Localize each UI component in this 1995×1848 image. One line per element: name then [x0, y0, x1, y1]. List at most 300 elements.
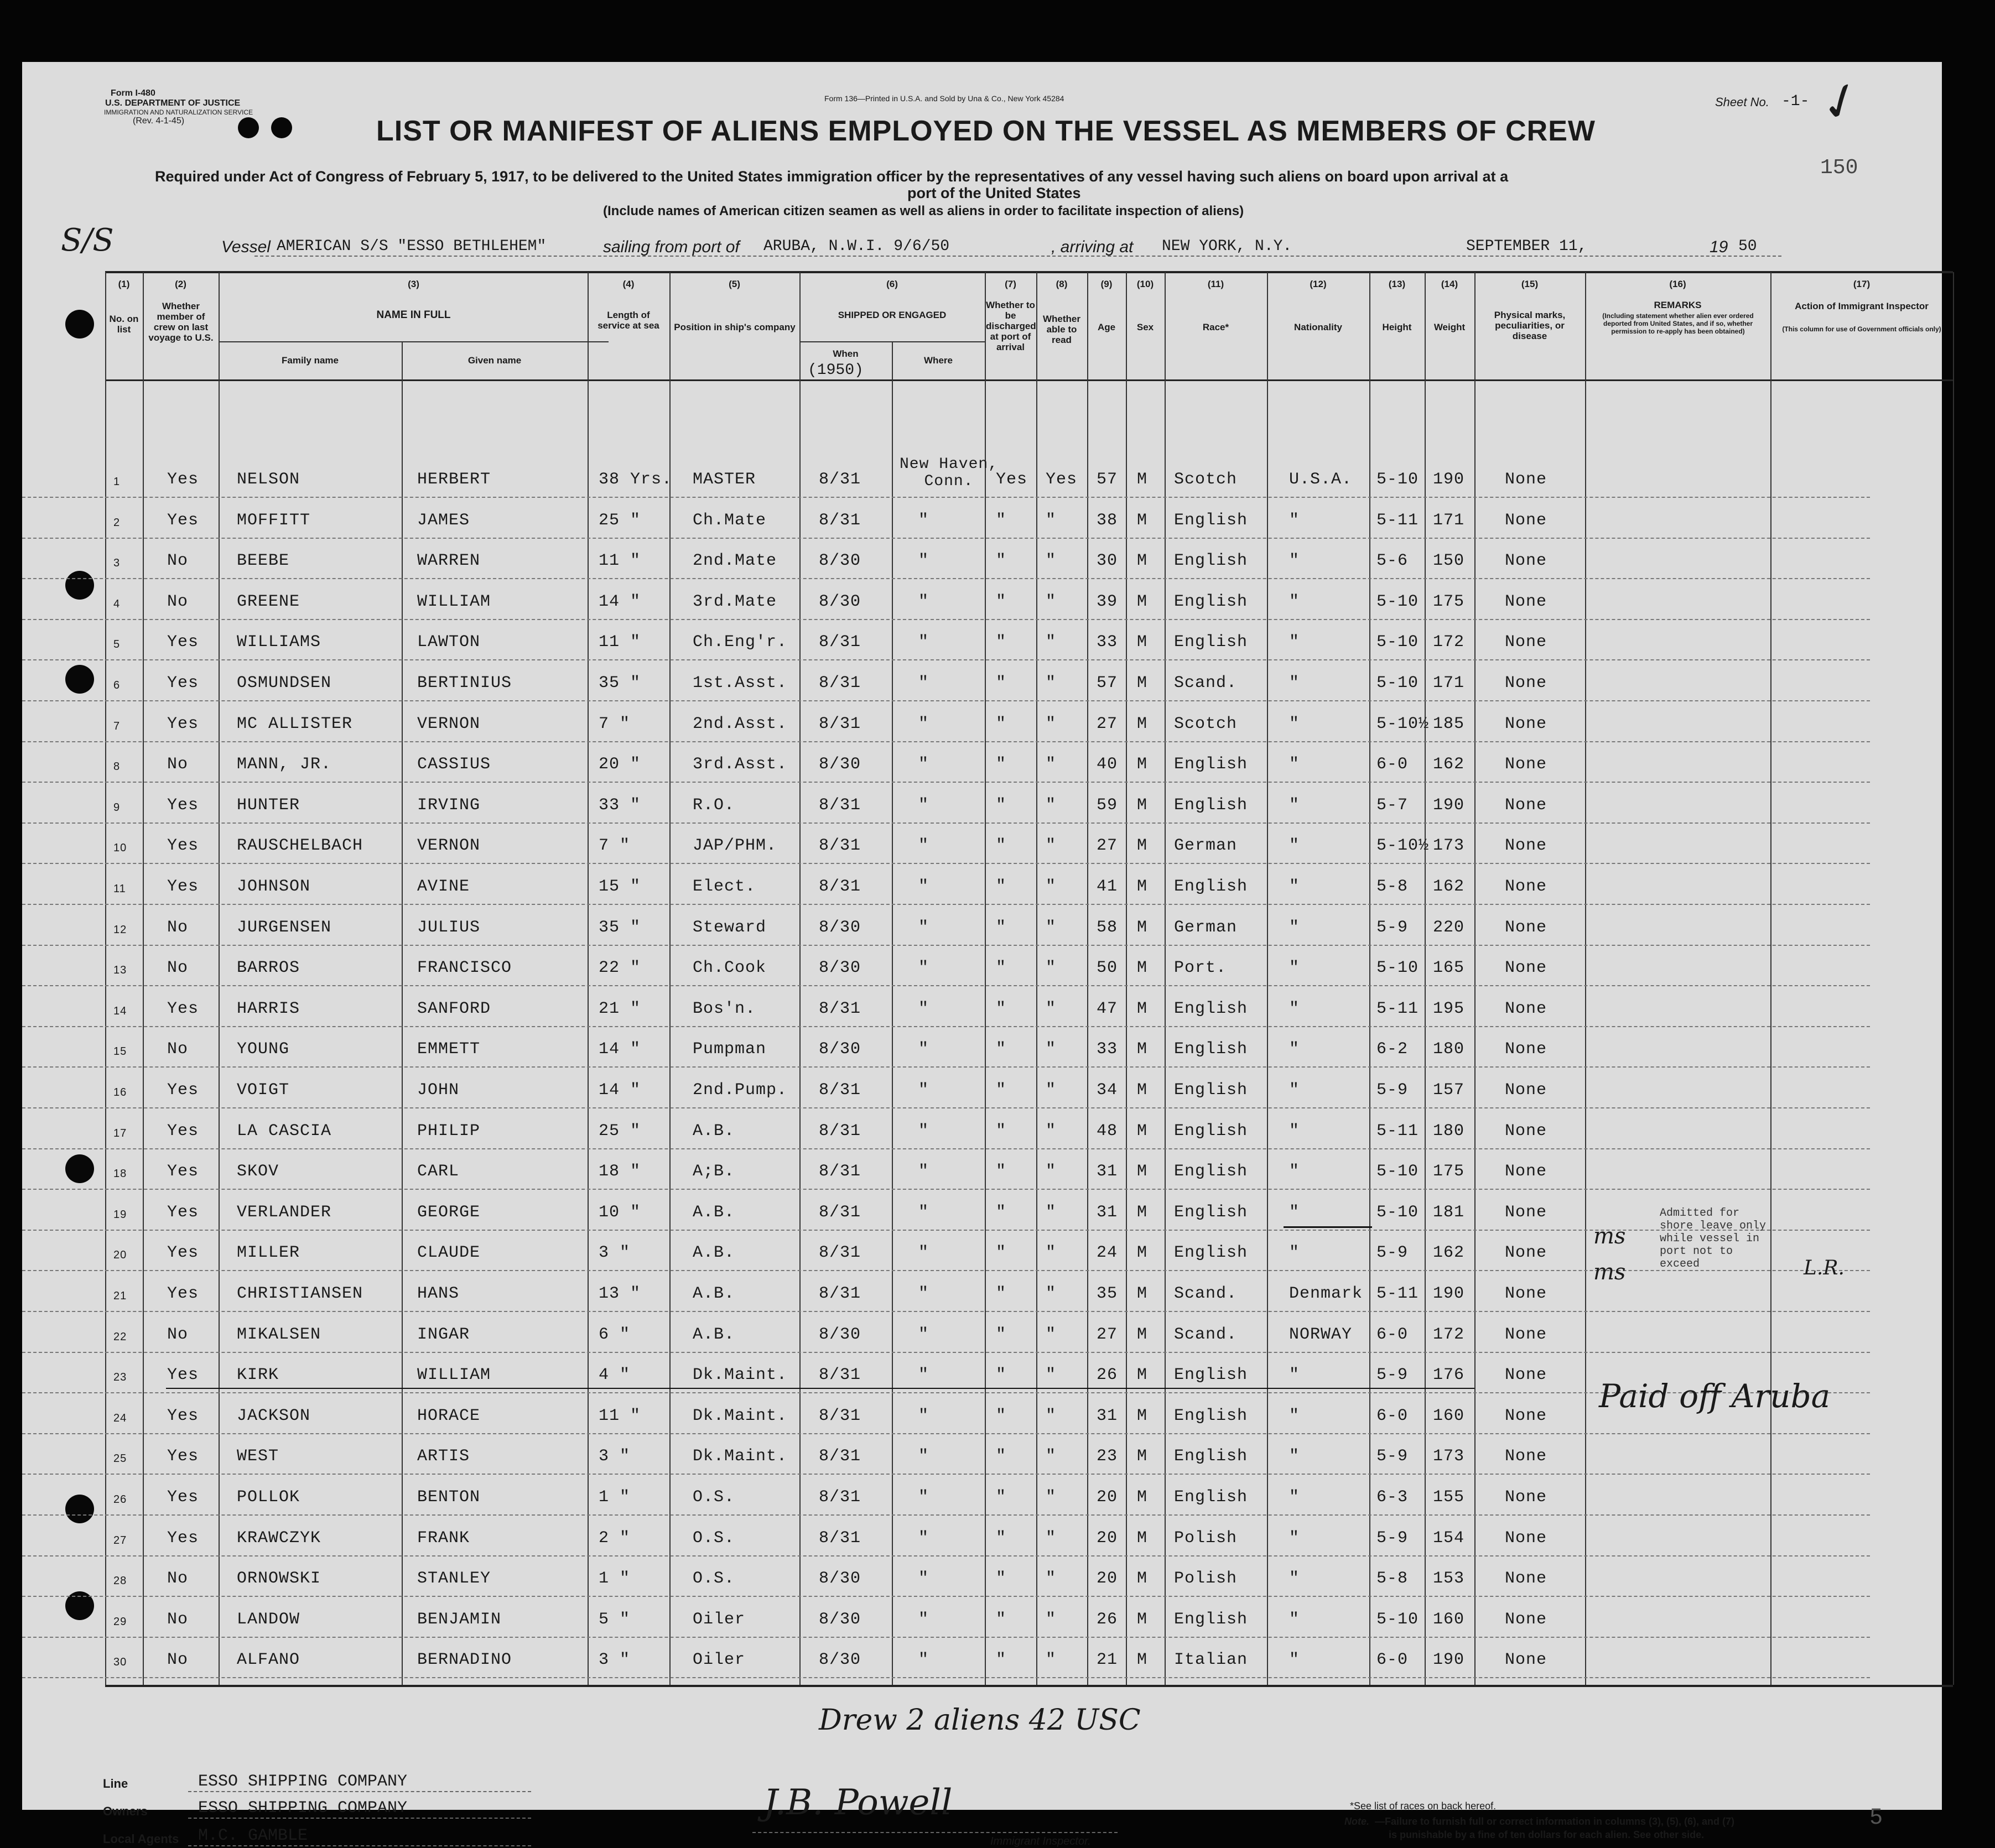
nationality: " — [1289, 1447, 1300, 1466]
height: 5-10 — [1376, 633, 1419, 652]
height: 5-11 — [1376, 1121, 1419, 1141]
discharged: " — [996, 1406, 1007, 1425]
family-name: OSMUNDSEN — [237, 674, 332, 693]
last-voyage: Yes — [167, 999, 199, 1018]
sex: M — [1137, 1040, 1148, 1059]
family-name: POLLOK — [237, 1488, 300, 1507]
table-row — [22, 1229, 1870, 1271]
weight: 150 — [1433, 551, 1465, 571]
able-to-read: " — [1046, 674, 1057, 693]
weight: 172 — [1433, 1325, 1465, 1344]
able-to-read: " — [1046, 836, 1057, 856]
able-to-read: " — [1046, 999, 1057, 1018]
able-to-read: " — [1046, 1651, 1057, 1670]
column-header-read: Whether able to read — [1043, 314, 1080, 345]
given-name: LAWTON — [417, 633, 481, 652]
remarks-subnote: (Including statement whether alien ever ordered deported from United States, and if so, whether permission to re-apply has been obtained) — [1602, 312, 1754, 335]
last-voyage: No — [167, 1040, 189, 1059]
column-header-height: Height — [1382, 322, 1412, 332]
service-length: 4 " — [599, 1366, 631, 1385]
sex: M — [1137, 551, 1148, 571]
discharged: " — [996, 1202, 1007, 1222]
row-25-strike — [166, 1388, 1474, 1389]
physical-marks: None — [1505, 1366, 1547, 1385]
column-header-last-voyage: Whether member of crew on last voyage to U.S. — [148, 301, 214, 343]
physical-marks: None — [1505, 633, 1547, 652]
manifest-sheet — [22, 62, 1942, 1847]
physical-marks: None — [1505, 795, 1547, 815]
family-name: RAUSCHELBACH — [237, 836, 363, 856]
height: 5-9 — [1376, 1081, 1409, 1100]
action-subnote: (This column for use of Government officials only) — [1782, 325, 1941, 333]
shipped-where: New Haven, Conn. — [899, 456, 999, 490]
service-length: 10 " — [599, 1202, 641, 1222]
discharged: " — [996, 1162, 1007, 1181]
row-number: 2 — [113, 516, 121, 529]
physical-marks: None — [1505, 674, 1547, 693]
weight: 181 — [1433, 1202, 1465, 1222]
able-to-read: " — [1046, 877, 1057, 896]
shipped-when: 8/31 — [819, 1202, 861, 1222]
punch-hole-icon — [65, 310, 94, 339]
shipped-where: " — [918, 551, 929, 571]
row-number: 27 — [113, 1534, 127, 1547]
able-to-read: " — [1046, 1284, 1057, 1303]
check-mark-icon: ✓ — [1811, 67, 1871, 137]
service-length: 33 " — [599, 795, 641, 815]
sex: M — [1137, 1284, 1148, 1303]
race: English — [1174, 551, 1248, 571]
form-number: Form I-480 — [111, 89, 155, 98]
weight: 162 — [1433, 877, 1465, 896]
column-header-when: When — [833, 348, 859, 359]
shipped-where: " — [918, 1243, 929, 1263]
discharged: " — [996, 1081, 1007, 1100]
column-header-no: No. on list — [109, 314, 139, 335]
row-number: 8 — [113, 761, 121, 773]
row-number: 24 — [113, 1412, 127, 1424]
service-length: 14 " — [599, 1040, 641, 1059]
punch-hole-icon — [271, 117, 292, 138]
discharged: " — [996, 918, 1007, 937]
shipped-where: " — [918, 714, 929, 733]
weight: 190 — [1433, 470, 1465, 489]
shipped-where: " — [918, 1366, 929, 1385]
race: Polish — [1174, 1528, 1238, 1548]
age: 47 — [1097, 999, 1118, 1018]
race: Scand. — [1174, 674, 1238, 693]
shipped-when: 8/31 — [819, 795, 861, 815]
shipped-when: 8/30 — [819, 918, 861, 937]
family-name: WILLIAMS — [237, 633, 321, 652]
shipped-when: 8/31 — [819, 1243, 861, 1263]
able-to-read: " — [1046, 795, 1057, 815]
family-name: MILLER — [237, 1243, 300, 1263]
service-length: 25 " — [599, 1121, 641, 1141]
service-length: 20 " — [599, 755, 641, 774]
discharged: " — [996, 959, 1007, 978]
sex: M — [1137, 918, 1148, 937]
shipped-where: " — [918, 1569, 929, 1589]
nationality-correction-strike — [1284, 1226, 1372, 1228]
weight: 171 — [1433, 511, 1465, 530]
shipped-when: 8/31 — [819, 674, 861, 693]
discharged: " — [996, 836, 1007, 856]
age: 20 — [1097, 1488, 1118, 1507]
column-number: (1) — [118, 279, 130, 289]
row-number: 11 — [113, 883, 126, 895]
physical-marks: None — [1505, 918, 1547, 937]
discharged: " — [996, 1121, 1007, 1141]
discharged: " — [996, 1366, 1007, 1385]
shipped-when: 8/30 — [819, 551, 861, 571]
given-name: ARTIS — [417, 1447, 470, 1466]
line-label: Line — [103, 1777, 128, 1790]
weight: 180 — [1433, 1121, 1465, 1141]
family-name: JACKSON — [237, 1406, 311, 1425]
physical-marks: None — [1505, 877, 1547, 896]
table-row — [22, 1433, 1870, 1475]
age: 24 — [1097, 1243, 1118, 1263]
sheet-label: Sheet No. — [1715, 95, 1769, 109]
nationality: " — [1289, 551, 1300, 571]
height: 6-3 — [1376, 1488, 1409, 1507]
physical-marks: None — [1505, 1040, 1547, 1059]
sex: M — [1137, 470, 1148, 489]
height: 5-9 — [1376, 1243, 1409, 1263]
arrival-date: SEPTEMBER 11, — [1466, 238, 1587, 255]
race: English — [1174, 1243, 1248, 1263]
table-row — [22, 578, 1870, 620]
given-name: INGAR — [417, 1325, 470, 1344]
column-number: (8) — [1056, 279, 1068, 289]
last-voyage: No — [167, 1610, 189, 1629]
row-number: 23 — [113, 1371, 127, 1384]
service-length: 13 " — [599, 1284, 641, 1303]
service-length: 2 " — [599, 1528, 631, 1548]
service-length: 14 " — [599, 1081, 641, 1100]
age: 40 — [1097, 755, 1118, 774]
shipped-where: " — [918, 836, 929, 856]
race: Scand. — [1174, 1284, 1238, 1303]
sex: M — [1137, 959, 1148, 978]
last-voyage: Yes — [167, 633, 199, 652]
age: 57 — [1097, 470, 1118, 489]
family-name: KIRK — [237, 1366, 279, 1385]
position: Steward — [693, 918, 767, 937]
row-number: 20 — [113, 1249, 127, 1262]
nationality: " — [1289, 918, 1300, 937]
last-voyage: Yes — [167, 1121, 199, 1141]
race: English — [1174, 1121, 1248, 1141]
table-row — [22, 1025, 1870, 1068]
footer-rule — [188, 1818, 531, 1819]
given-name: JULIUS — [417, 918, 481, 937]
discharged: " — [996, 714, 1007, 733]
able-to-read: " — [1046, 1162, 1057, 1181]
row-number: 17 — [113, 1127, 127, 1139]
given-name: VERNON — [417, 714, 481, 733]
height: 5-11 — [1376, 1284, 1419, 1303]
last-voyage: No — [167, 959, 189, 978]
shipped-where: " — [918, 1040, 929, 1059]
given-name: EMMETT — [417, 1040, 481, 1059]
family-name: VOIGT — [237, 1081, 290, 1100]
column-number: (12) — [1310, 279, 1327, 289]
shipped-when: 8/31 — [819, 1081, 861, 1100]
physical-marks: None — [1505, 470, 1547, 489]
sex: M — [1137, 714, 1148, 733]
shipped-where: " — [918, 1284, 929, 1303]
height: 5-11 — [1376, 999, 1419, 1018]
shipped-where: " — [918, 959, 929, 978]
height: 6-0 — [1376, 1406, 1409, 1425]
column-number: (2) — [175, 279, 186, 289]
last-voyage: Yes — [167, 511, 199, 530]
physical-marks: None — [1505, 755, 1547, 774]
row-number: 7 — [113, 720, 121, 732]
service-length: 35 " — [599, 674, 641, 693]
weight: 185 — [1433, 714, 1465, 733]
shipped-where: " — [918, 877, 929, 896]
given-name: WILLIAM — [417, 592, 491, 611]
given-name: AVINE — [417, 877, 470, 896]
physical-marks: None — [1505, 959, 1547, 978]
remark-initials: ms — [1593, 1259, 1626, 1285]
given-name: IRVING — [417, 795, 481, 815]
column-header-name: NAME IN FULL — [376, 309, 451, 321]
shipped-when: 8/31 — [819, 1162, 861, 1181]
age: 33 — [1097, 633, 1118, 652]
age: 39 — [1097, 592, 1118, 611]
table-row — [22, 497, 1870, 539]
discharged: " — [996, 1651, 1007, 1670]
given-name: BERTINIUS — [417, 674, 512, 693]
discharged: " — [996, 551, 1007, 571]
sex: M — [1137, 1162, 1148, 1181]
service-length: 1 " — [599, 1488, 631, 1507]
row-number: 25 — [113, 1453, 127, 1465]
physical-marks: None — [1505, 1569, 1547, 1589]
given-name: GEORGE — [417, 1202, 481, 1222]
physical-marks: None — [1505, 1488, 1547, 1507]
sex: M — [1137, 755, 1148, 774]
position: 3rd.Mate — [693, 592, 777, 611]
table-row — [22, 1270, 1870, 1312]
discharged: " — [996, 1447, 1007, 1466]
table-row — [22, 1107, 1870, 1149]
shipped-where: " — [918, 1121, 929, 1141]
shipped-when: 8/30 — [819, 592, 861, 611]
shipped-where: " — [918, 592, 929, 611]
column-header-action: Action of Immigrant Inspector — [1795, 301, 1929, 311]
physical-marks: None — [1505, 1081, 1547, 1100]
last-voyage: No — [167, 918, 189, 937]
subtitle-line-2: port of the United States — [907, 185, 1081, 201]
row-number: 1 — [113, 476, 121, 488]
last-voyage: No — [167, 551, 189, 571]
note-label: Note. — [1344, 1816, 1369, 1827]
race: English — [1174, 755, 1248, 774]
able-to-read: " — [1046, 1202, 1057, 1222]
family-name: LA CASCIA — [237, 1121, 332, 1141]
row-number: 5 — [113, 638, 121, 651]
family-name: BARROS — [237, 959, 300, 978]
sex: M — [1137, 592, 1148, 611]
nationality: " — [1289, 1243, 1300, 1263]
sex: M — [1137, 1406, 1148, 1425]
shipped-when: 8/30 — [819, 1325, 861, 1344]
age: 31 — [1097, 1162, 1118, 1181]
position: Ch.Cook — [693, 959, 767, 978]
discharged: " — [996, 999, 1007, 1018]
shipped-where: " — [918, 633, 929, 652]
printer-line: Form 136—Printed in U.S.A. and Sold by Una & Co., New York 45284 — [824, 94, 1064, 103]
physical-marks: None — [1505, 1447, 1547, 1466]
table-row — [22, 1189, 1870, 1231]
height: 5-9 — [1376, 918, 1409, 937]
discharged: " — [996, 1528, 1007, 1548]
shipped-when: 8/30 — [819, 1040, 861, 1059]
races-note: *See list of races on back hereof. — [1350, 1800, 1497, 1811]
position: Pumpman — [693, 1040, 767, 1059]
discharged: " — [996, 1610, 1007, 1629]
family-name: MANN, JR. — [237, 755, 332, 774]
discharged: " — [996, 1569, 1007, 1589]
nationality: " — [1289, 999, 1300, 1018]
position: A;B. — [693, 1162, 735, 1181]
table-row — [22, 700, 1870, 742]
age: 20 — [1097, 1528, 1118, 1548]
given-name: JAMES — [417, 511, 470, 530]
last-voyage: Yes — [167, 470, 199, 489]
able-to-read: " — [1046, 1528, 1057, 1548]
family-name: LANDOW — [237, 1610, 300, 1629]
race: Scand. — [1174, 1325, 1238, 1344]
table-row — [22, 863, 1870, 905]
row-number: 9 — [113, 801, 121, 814]
height: 5-10 — [1376, 674, 1419, 693]
age: 35 — [1097, 1284, 1118, 1303]
physical-marks: None — [1505, 1162, 1547, 1181]
family-name: MC ALLISTER — [237, 714, 353, 733]
last-voyage: Yes — [167, 1488, 199, 1507]
row-number: 30 — [113, 1656, 127, 1669]
height: 5-10 — [1376, 1610, 1419, 1629]
position: Dk.Maint. — [693, 1406, 788, 1425]
column-number: (13) — [1388, 279, 1406, 289]
position: Oiler — [693, 1610, 746, 1629]
service-length: 3 " — [599, 1651, 631, 1670]
race: English — [1174, 511, 1248, 530]
nationality: " — [1289, 1040, 1300, 1059]
position: A.B. — [693, 1284, 735, 1303]
given-name: VERNON — [417, 836, 481, 856]
able-to-read: " — [1046, 959, 1057, 978]
race: English — [1174, 1081, 1248, 1100]
column-header-physical-marks: Physical marks, peculiarities, or disease — [1494, 310, 1566, 341]
height: 5-8 — [1376, 1569, 1409, 1589]
discharged: " — [996, 511, 1007, 530]
weight: 160 — [1433, 1610, 1465, 1629]
sex: M — [1137, 1610, 1148, 1629]
race: German — [1174, 918, 1238, 937]
race: Port. — [1174, 959, 1227, 978]
shipped-where: " — [918, 674, 929, 693]
table-row — [22, 1148, 1870, 1190]
family-name: JOHNSON — [237, 877, 311, 896]
column-number: (11) — [1207, 279, 1224, 289]
row-number: 28 — [113, 1575, 127, 1587]
race: German — [1174, 836, 1238, 856]
weight: 162 — [1433, 1243, 1465, 1263]
age: 33 — [1097, 1040, 1118, 1059]
shipped-where: " — [918, 1406, 929, 1425]
sex: M — [1137, 1488, 1148, 1507]
age: 31 — [1097, 1202, 1118, 1222]
shipped-when: 8/30 — [819, 959, 861, 978]
shipped-where: " — [918, 1325, 929, 1344]
table-row — [22, 618, 1870, 660]
given-name: BENTON — [417, 1488, 481, 1507]
column-number: (9) — [1100, 279, 1113, 289]
sex: M — [1137, 1447, 1148, 1466]
service-length: 11 " — [599, 1406, 641, 1425]
age: 41 — [1097, 877, 1118, 896]
shipped-when: 8/31 — [819, 1284, 861, 1303]
height: 6-0 — [1376, 755, 1409, 774]
position: Dk.Maint. — [693, 1447, 788, 1466]
shipped-where: " — [918, 1447, 929, 1466]
given-name: PHILIP — [417, 1121, 481, 1141]
height: 5-10 — [1376, 470, 1419, 489]
nationality: " — [1289, 755, 1300, 774]
shipped-where: " — [918, 1081, 929, 1100]
shipped-where: " — [918, 511, 929, 530]
age: 57 — [1097, 674, 1118, 693]
weight: 157 — [1433, 1081, 1465, 1100]
able-to-read: Yes — [1046, 470, 1078, 489]
shipped-where: " — [918, 795, 929, 815]
service-length: 5 " — [599, 1610, 631, 1629]
service-length: 3 " — [599, 1447, 631, 1466]
family-name: SKOV — [237, 1162, 279, 1181]
weight: 173 — [1433, 1447, 1465, 1466]
last-voyage: Yes — [167, 1243, 199, 1263]
weight: 176 — [1433, 1366, 1465, 1385]
service-length: 7 " — [599, 714, 631, 733]
note-text-1: —Failure to furnish full or correct information in columns (3), (5), (6), and (7) — [1375, 1816, 1735, 1827]
shipped-when: 8/31 — [819, 1528, 861, 1548]
able-to-read: " — [1046, 1366, 1057, 1385]
age: 26 — [1097, 1610, 1118, 1629]
column-header-position: Position in ship's company — [674, 322, 796, 332]
sex: M — [1137, 1202, 1148, 1222]
nationality: " — [1289, 1651, 1300, 1670]
arriving-label: , arriving at — [1051, 238, 1134, 256]
race: English — [1174, 1366, 1248, 1385]
table-row — [22, 1636, 1870, 1678]
column-header-weight: Weight — [1433, 322, 1466, 332]
height: 5-8 — [1376, 877, 1409, 896]
physical-marks: None — [1505, 1243, 1547, 1263]
discharged: " — [996, 1488, 1007, 1507]
last-voyage: Yes — [167, 1447, 199, 1466]
able-to-read: " — [1046, 1406, 1057, 1425]
discharged: " — [996, 795, 1007, 815]
family-name: KRAWCZYK — [237, 1528, 321, 1548]
table-row — [22, 1555, 1870, 1597]
